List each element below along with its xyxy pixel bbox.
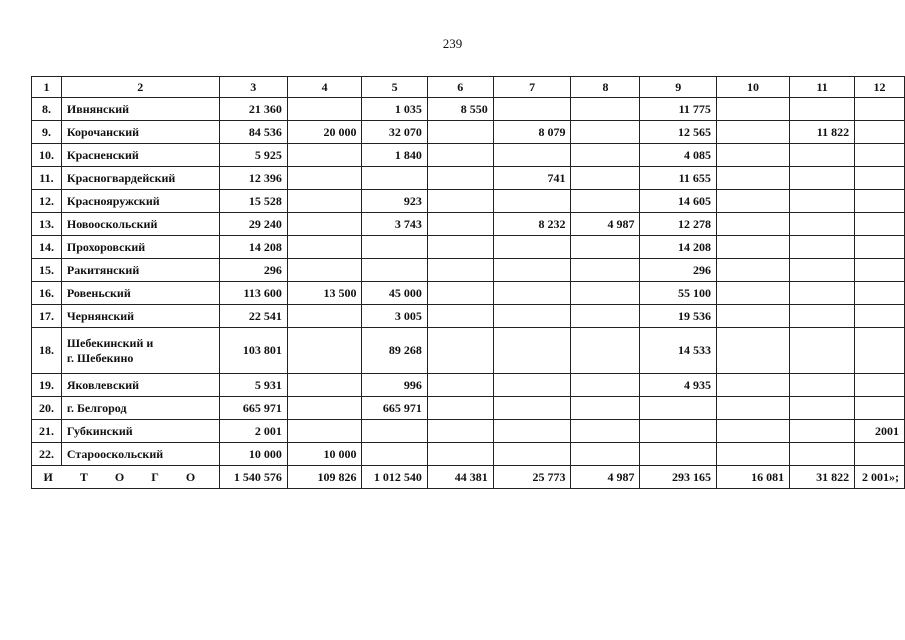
amount-cell (493, 282, 571, 305)
district-name-line: Краснояружский (66, 193, 160, 208)
column-header: 5 (362, 77, 427, 98)
district-name-line: Чернянский (66, 308, 135, 323)
amount-cell (493, 328, 571, 374)
amount-cell (571, 190, 640, 213)
amount-cell: 12 278 (640, 213, 716, 236)
amount-cell: 3 743 (362, 213, 427, 236)
budget-table (31, 76, 905, 489)
table-row (32, 213, 905, 236)
column-header: 7 (493, 77, 571, 98)
amount-cell (493, 190, 571, 213)
row-number: 13. (32, 213, 62, 236)
amount-cell (790, 443, 855, 466)
amount-cell: 2001 (855, 420, 905, 443)
amount-cell (790, 374, 855, 397)
district-name (61, 121, 219, 144)
amount-cell (571, 397, 640, 420)
amount-cell (640, 420, 716, 443)
amount-cell (790, 282, 855, 305)
total-amount-cell: 16 081 (716, 466, 789, 489)
amount-cell (855, 443, 905, 466)
amount-cell: 45 000 (362, 282, 427, 305)
amount-cell (362, 236, 427, 259)
amount-cell (571, 328, 640, 374)
amount-cell (287, 190, 362, 213)
amount-cell (571, 144, 640, 167)
amount-cell (362, 259, 427, 282)
amount-cell (493, 443, 571, 466)
district-name (61, 236, 219, 259)
amount-cell (287, 167, 362, 190)
amount-cell: 13 500 (287, 282, 362, 305)
column-header: 6 (427, 77, 493, 98)
district-name (61, 98, 219, 121)
amount-cell: 8 079 (493, 121, 571, 144)
district-name-line: Прохоровский (66, 239, 146, 254)
amount-cell: 14 533 (640, 328, 716, 374)
amount-cell (287, 305, 362, 328)
row-number: 16. (32, 282, 62, 305)
table-row (32, 121, 905, 144)
column-header: 12 (855, 77, 905, 98)
amount-cell (427, 443, 493, 466)
row-number: 17. (32, 305, 62, 328)
total-amount-cell: 4 987 (571, 466, 640, 489)
amount-cell: 14 605 (640, 190, 716, 213)
amount-cell (427, 236, 493, 259)
amount-cell (640, 443, 716, 466)
amount-cell: 665 971 (362, 397, 427, 420)
district-name-line: г. Белгород (66, 400, 127, 415)
amount-cell (427, 397, 493, 420)
district-name (61, 144, 219, 167)
amount-cell (571, 259, 640, 282)
amount-cell (571, 236, 640, 259)
amount-cell: 21 360 (219, 98, 287, 121)
district-name-line: Яковлевский (66, 377, 140, 392)
amount-cell (716, 397, 789, 420)
amount-cell (571, 98, 640, 121)
amount-cell (493, 236, 571, 259)
row-number: 11. (32, 167, 62, 190)
amount-cell (855, 282, 905, 305)
amount-cell (427, 167, 493, 190)
district-name-line: Новооскольский (66, 216, 158, 231)
amount-cell (855, 259, 905, 282)
row-number: 21. (32, 420, 62, 443)
amount-cell: 20 000 (287, 121, 362, 144)
amount-cell: 14 208 (640, 236, 716, 259)
amount-cell (855, 236, 905, 259)
district-name-line: Красногвардейский (66, 170, 176, 185)
amount-cell: 55 100 (640, 282, 716, 305)
table-row (32, 305, 905, 328)
row-number: 15. (32, 259, 62, 282)
column-header: 10 (716, 77, 789, 98)
amount-cell (790, 213, 855, 236)
amount-cell: 12 396 (219, 167, 287, 190)
district-name (61, 328, 219, 374)
amount-cell (790, 167, 855, 190)
amount-cell (362, 167, 427, 190)
amount-cell: 5 925 (219, 144, 287, 167)
amount-cell (571, 121, 640, 144)
amount-cell (427, 144, 493, 167)
amount-cell (855, 328, 905, 374)
amount-cell: 19 536 (640, 305, 716, 328)
district-name-line: Ракитянский (66, 262, 140, 277)
table-row (32, 420, 905, 443)
total-amount-cell: 44 381 (427, 466, 493, 489)
total-amount-cell: 31 822 (790, 466, 855, 489)
district-name (61, 443, 219, 466)
amount-cell: 11 655 (640, 167, 716, 190)
row-number: 12. (32, 190, 62, 213)
row-number: 22. (32, 443, 62, 466)
district-name-line: Красненский (66, 147, 139, 162)
amount-cell: 103 801 (219, 328, 287, 374)
amount-cell: 1 840 (362, 144, 427, 167)
amount-cell (855, 213, 905, 236)
amount-cell (427, 305, 493, 328)
amount-cell: 10 000 (219, 443, 287, 466)
amount-cell (493, 420, 571, 443)
header-row (32, 77, 905, 98)
amount-cell (790, 236, 855, 259)
amount-cell: 1 035 (362, 98, 427, 121)
amount-cell: 4 935 (640, 374, 716, 397)
amount-cell (287, 98, 362, 121)
amount-cell (571, 374, 640, 397)
amount-cell: 923 (362, 190, 427, 213)
column-header: 8 (571, 77, 640, 98)
amount-cell: 296 (219, 259, 287, 282)
amount-cell (716, 328, 789, 374)
amount-cell (571, 167, 640, 190)
row-number: 9. (32, 121, 62, 144)
row-number: 14. (32, 236, 62, 259)
amount-cell (716, 213, 789, 236)
amount-cell (571, 305, 640, 328)
amount-cell: 11 775 (640, 98, 716, 121)
amount-cell (287, 236, 362, 259)
district-name-line: Губкинский (66, 423, 133, 438)
amount-cell: 22 541 (219, 305, 287, 328)
amount-cell (716, 167, 789, 190)
amount-cell (790, 144, 855, 167)
amount-cell (362, 420, 427, 443)
amount-cell: 296 (640, 259, 716, 282)
column-header: 4 (287, 77, 362, 98)
row-number: 18. (32, 328, 62, 374)
amount-cell: 2 001 (219, 420, 287, 443)
amount-cell (493, 259, 571, 282)
amount-cell (493, 305, 571, 328)
district-name (61, 305, 219, 328)
amount-cell: 665 971 (219, 397, 287, 420)
amount-cell: 4 987 (571, 213, 640, 236)
amount-cell: 5 931 (219, 374, 287, 397)
row-number: 8. (32, 98, 62, 121)
amount-cell (287, 328, 362, 374)
amount-cell (287, 144, 362, 167)
amount-cell: 4 085 (640, 144, 716, 167)
amount-cell (716, 282, 789, 305)
amount-cell: 8 232 (493, 213, 571, 236)
amount-cell: 14 208 (219, 236, 287, 259)
amount-cell (427, 374, 493, 397)
amount-cell (362, 443, 427, 466)
amount-cell: 32 070 (362, 121, 427, 144)
amount-cell (571, 443, 640, 466)
amount-cell (427, 121, 493, 144)
district-name (61, 190, 219, 213)
amount-cell (493, 374, 571, 397)
total-amount-cell: 109 826 (287, 466, 362, 489)
amount-cell (427, 420, 493, 443)
amount-cell (716, 259, 789, 282)
amount-cell (427, 190, 493, 213)
table-row (32, 282, 905, 305)
table-row (32, 443, 905, 466)
amount-cell (855, 167, 905, 190)
amount-cell (716, 443, 789, 466)
amount-cell (427, 259, 493, 282)
table-row (32, 144, 905, 167)
amount-cell (427, 328, 493, 374)
column-header: 1 (32, 77, 62, 98)
column-header: 11 (790, 77, 855, 98)
table-row (32, 98, 905, 121)
row-number: 19. (32, 374, 62, 397)
district-name (61, 397, 219, 420)
amount-cell (493, 98, 571, 121)
amount-cell (287, 259, 362, 282)
amount-cell (493, 397, 571, 420)
amount-cell: 3 005 (362, 305, 427, 328)
amount-cell (287, 420, 362, 443)
amount-cell (716, 236, 789, 259)
amount-cell (855, 305, 905, 328)
amount-cell (790, 190, 855, 213)
district-name-line: г. Шебекино (66, 350, 134, 365)
total-amount-cell: 293 165 (640, 466, 716, 489)
amount-cell (716, 305, 789, 328)
amount-cell (790, 305, 855, 328)
amount-cell (855, 98, 905, 121)
district-name (61, 259, 219, 282)
district-name (61, 282, 219, 305)
district-name-line: Старооскольский (66, 446, 164, 461)
table-row (32, 328, 905, 374)
amount-cell: 29 240 (219, 213, 287, 236)
amount-cell (571, 420, 640, 443)
page-number: 239 (442, 36, 463, 51)
district-name (61, 374, 219, 397)
amount-cell: 15 528 (219, 190, 287, 213)
amount-cell (571, 282, 640, 305)
amount-cell (716, 420, 789, 443)
amount-cell (716, 144, 789, 167)
district-name-line: Корочанский (66, 124, 140, 139)
row-number: 10. (32, 144, 62, 167)
row-number: 20. (32, 397, 62, 420)
amount-cell (790, 98, 855, 121)
amount-cell (716, 121, 789, 144)
total-amount-cell: 1 540 576 (219, 466, 287, 489)
district-name (61, 167, 219, 190)
table-row (32, 190, 905, 213)
amount-cell (287, 397, 362, 420)
table-row (32, 167, 905, 190)
amount-cell (427, 282, 493, 305)
district-name-line: Ивнянский (66, 101, 130, 116)
column-header: 9 (640, 77, 716, 98)
amount-cell (790, 259, 855, 282)
district-name-line: Шебекинский и (66, 335, 154, 350)
table-row (32, 374, 905, 397)
column-header: 2 (61, 77, 219, 98)
amount-cell (716, 190, 789, 213)
amount-cell (855, 190, 905, 213)
district-name (61, 213, 219, 236)
amount-cell (790, 420, 855, 443)
total-label: И Т О Г О (32, 466, 220, 489)
total-row (32, 466, 905, 489)
amount-cell (790, 397, 855, 420)
table-row (32, 236, 905, 259)
amount-cell: 741 (493, 167, 571, 190)
amount-cell (855, 374, 905, 397)
amount-cell (287, 213, 362, 236)
column-header: 3 (219, 77, 287, 98)
amount-cell (287, 374, 362, 397)
amount-cell (427, 213, 493, 236)
amount-cell (640, 397, 716, 420)
amount-cell: 996 (362, 374, 427, 397)
amount-cell: 113 600 (219, 282, 287, 305)
amount-cell: 11 822 (790, 121, 855, 144)
amount-cell (855, 144, 905, 167)
amount-cell (716, 374, 789, 397)
amount-cell: 12 565 (640, 121, 716, 144)
table-body (32, 77, 905, 489)
table-row (32, 397, 905, 420)
district-name (61, 420, 219, 443)
total-amount-cell: 25 773 (493, 466, 571, 489)
amount-cell: 84 536 (219, 121, 287, 144)
amount-cell (716, 98, 789, 121)
amount-cell: 10 000 (287, 443, 362, 466)
district-name-line: Ровеньский (66, 285, 131, 300)
amount-cell (493, 144, 571, 167)
amount-cell: 89 268 (362, 328, 427, 374)
amount-cell: 8 550 (427, 98, 493, 121)
amount-cell (790, 328, 855, 374)
table-row (32, 259, 905, 282)
total-amount-cell: 2 001»; (855, 466, 905, 489)
amount-cell (855, 397, 905, 420)
total-amount-cell: 1 012 540 (362, 466, 427, 489)
amount-cell (855, 121, 905, 144)
